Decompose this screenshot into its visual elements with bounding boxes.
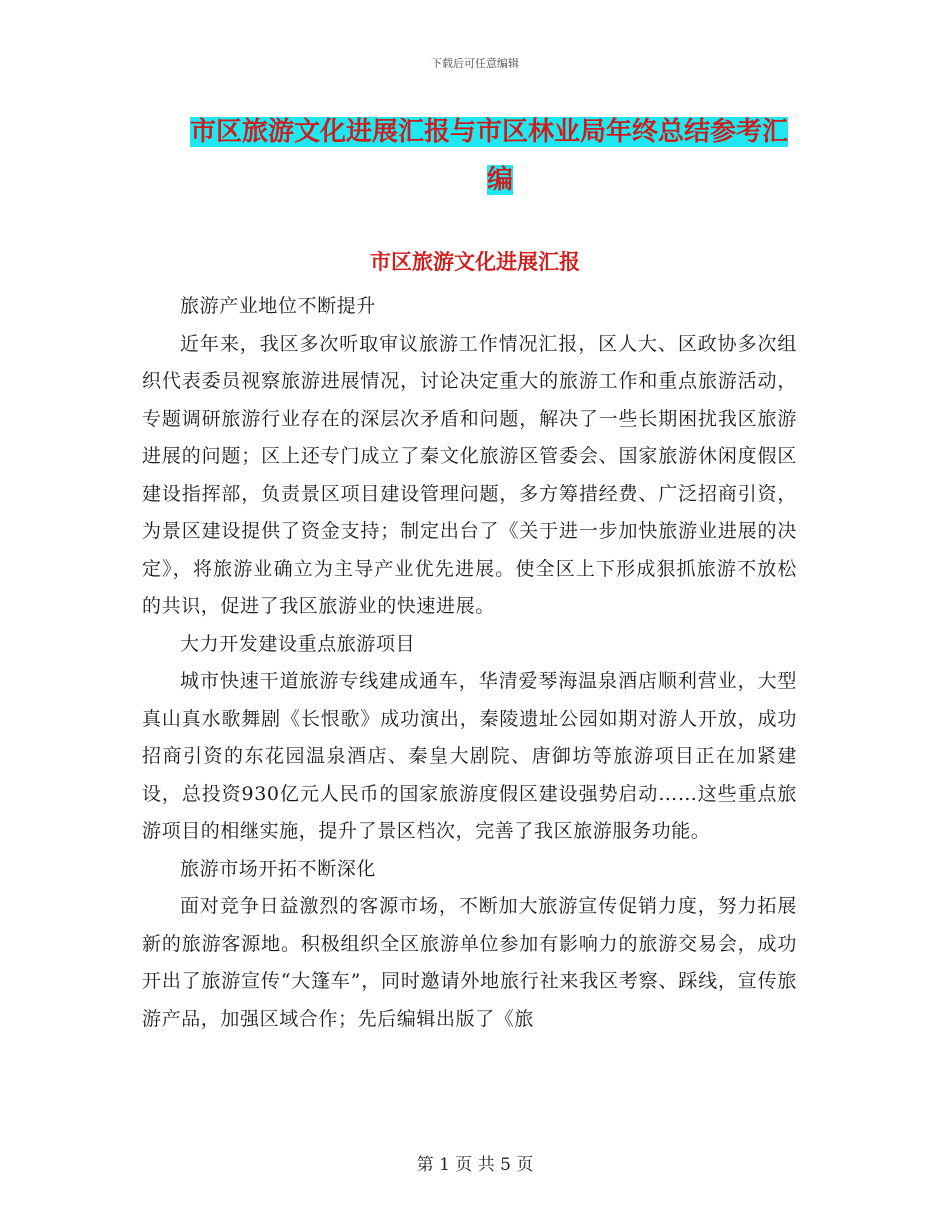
- document-body: [142, 288, 797, 1038]
- document-title-line-1: 市区旅游文化进展汇报与市区林业局年终总结参考汇: [190, 117, 789, 147]
- paragraph-key-projects: 城市快速干道旅游专线建成通车，华清爱琴海温泉酒店顺利营业，大型真山真水歌舞剧《长恨歌》成功演出，秦陵遗址公园如期对游人开放，成功招商引资的东花园温泉酒店、秦皇大剧院、唐御坊等旅游项目正在加紧建设，总投资930亿元人民币的国家旅游度假区建设强势启动……这些重点旅游项目的相继实施，提升了景区档次，完善了我区旅游服务功能。: [142, 670, 797, 842]
- subheading-market-development: 旅游市场开拓不断深化: [180, 857, 377, 880]
- document-title: [190, 108, 810, 204]
- subheading-industry-status: 旅游产业地位不断提升: [180, 295, 377, 317]
- paragraph-market-development: 面对竞争日益激烈的客源市场，不断加大旅游宣传促销力度，努力拓展新的旅游客源地。积极组织全区旅游单位参加有影响力的旅游交易会，成功开出了旅游宣传“大篷车”，同时邀请外地旅行社来我区考察、踩线，宣传旅游产品，加强区域合作；先后编辑出版了《旅: [142, 895, 797, 1030]
- page-number: 第 1 页 共 5 页: [416, 1155, 534, 1175]
- subheading-key-projects: 大力开发建设重点旅游项目: [180, 632, 416, 655]
- document-title-line-2: 编: [486, 165, 513, 195]
- section-title: 市区旅游文化进展汇报: [370, 250, 580, 274]
- page-header-note: 下载后可任意编辑: [431, 57, 519, 70]
- paragraph-industry-status: 近年来，我区多次听取审议旅游工作情况汇报，区人大、区政协多次组织代表委员视察旅游进展情况，讨论决定重大的旅游工作和重点旅游活动，专题调研旅游行业存在的深层次矛盾和问题，解决了一些长期困扰我区旅游进展的问题；区上还专门成立了秦文化旅游区管委会、国家旅游休闲度假区建设指挥部，负责景区项目建设管理问题，多方筹措经费、广泛招商引资，为景区建设提供了资金支持；制定出台了《关于进一步加快旅游业进展的决定》，将旅游业确立为主导产业优先进展。使全区上下形成狠抓旅游不放松的共识，促进了我区旅游业的快速进展。: [142, 332, 797, 617]
